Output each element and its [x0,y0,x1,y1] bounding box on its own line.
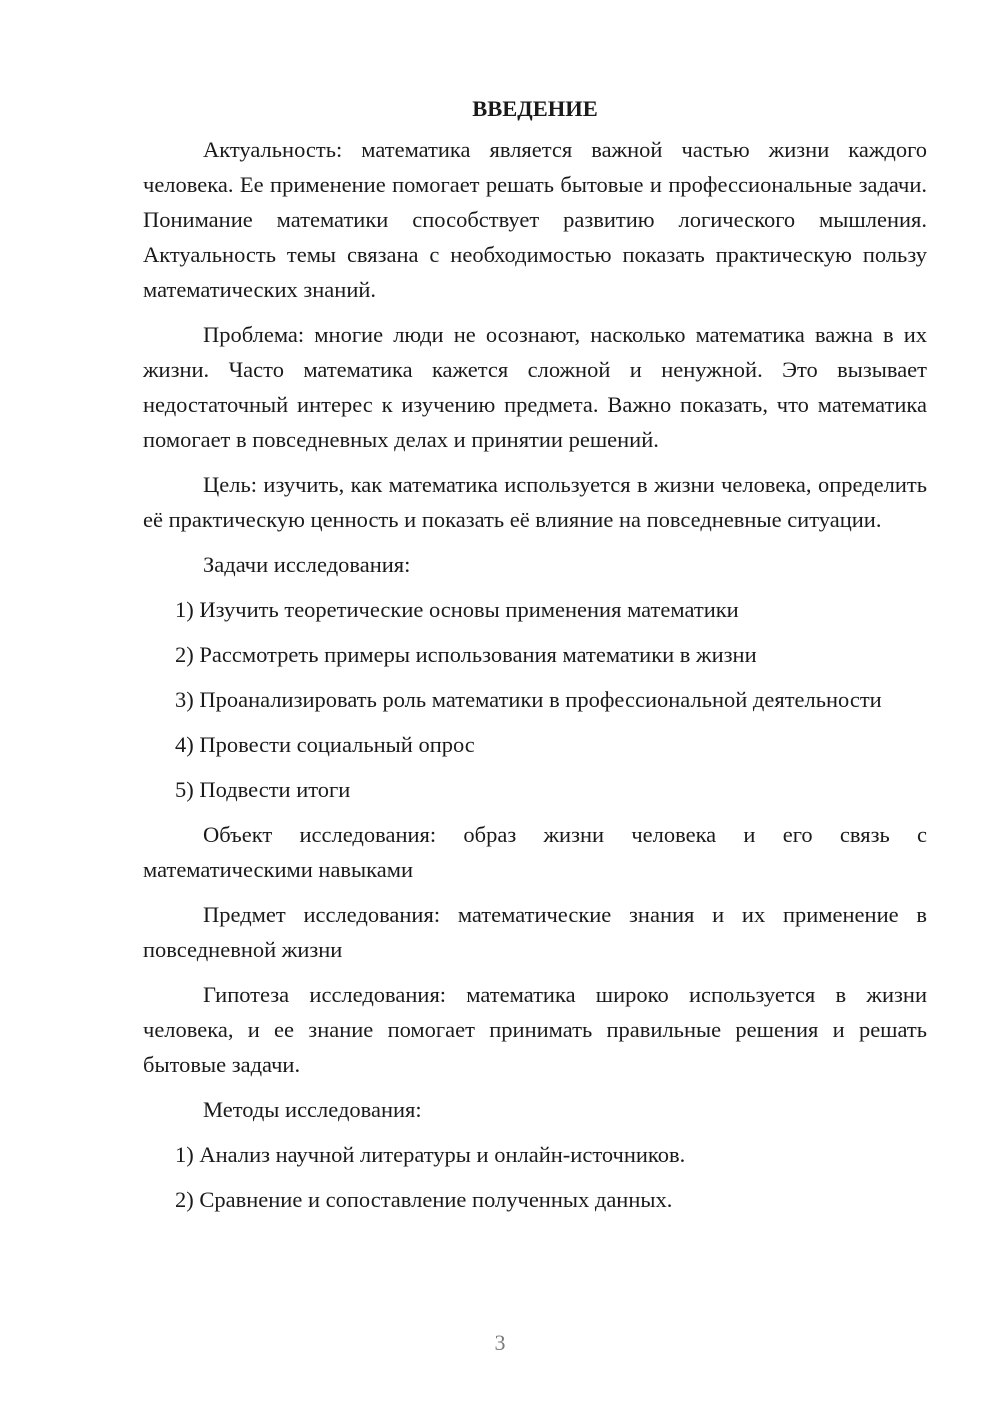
subject-paragraph: Предмет исследования: математические знания и их применение в повседневной жизни [143,902,927,962]
relevance-paragraph: Актуальность: математика является важной частью жизни каждого человека. Ее применение помогает решать бытовые и профессиональные задачи. Понимание математики способствует развитию логического мышления. Актуальность темы связана с необходимостью показать практическую пользу математических знаний. [143,137,927,302]
tasks-heading: Задачи исследования: [203,552,411,577]
task-item: 1) Изучить теоретические основы применения математики [175,597,739,622]
task-item: 3) Проанализировать роль математики в профессиональной деятельности [175,687,882,712]
object-paragraph: Объект исследования: образ жизни человека и его связь с математическими навыками [143,822,927,882]
hypothesis-paragraph: Гипотеза исследования: математика широко используется в жизни человека, и ее знание помогает принимать правильные решения и решать бытовые задачи. [143,982,927,1077]
document-body [143,91,927,1227]
method-item: 2) Сравнение и сопоставление полученных данных. [175,1187,673,1212]
methods-heading: Методы исследования: [203,1097,422,1122]
section-title: ВВЕДЕНИЕ [472,96,598,121]
goal-paragraph: Цель: изучить, как математика используется в жизни человека, определить её практическую ценность и показать её влияние на повседневные ситуации. [143,472,927,532]
task-item: 5) Подвести итоги [175,777,351,802]
task-item: 4) Провести социальный опрос [175,732,475,757]
problem-paragraph: Проблема: многие люди не осознают, насколько математика важна в их жизни. Часто математика кажется сложной и ненужной. Это вызывает недостаточный интерес к изучению предмета. Важно показать, что математика помогает в повседневных делах и принятии решений. [143,322,927,452]
page-number: 3 [494,1330,506,1355]
task-item: 2) Рассмотреть примеры использования математики в жизни [175,642,757,667]
method-item: 1) Анализ научной литературы и онлайн-источников. [175,1142,686,1167]
